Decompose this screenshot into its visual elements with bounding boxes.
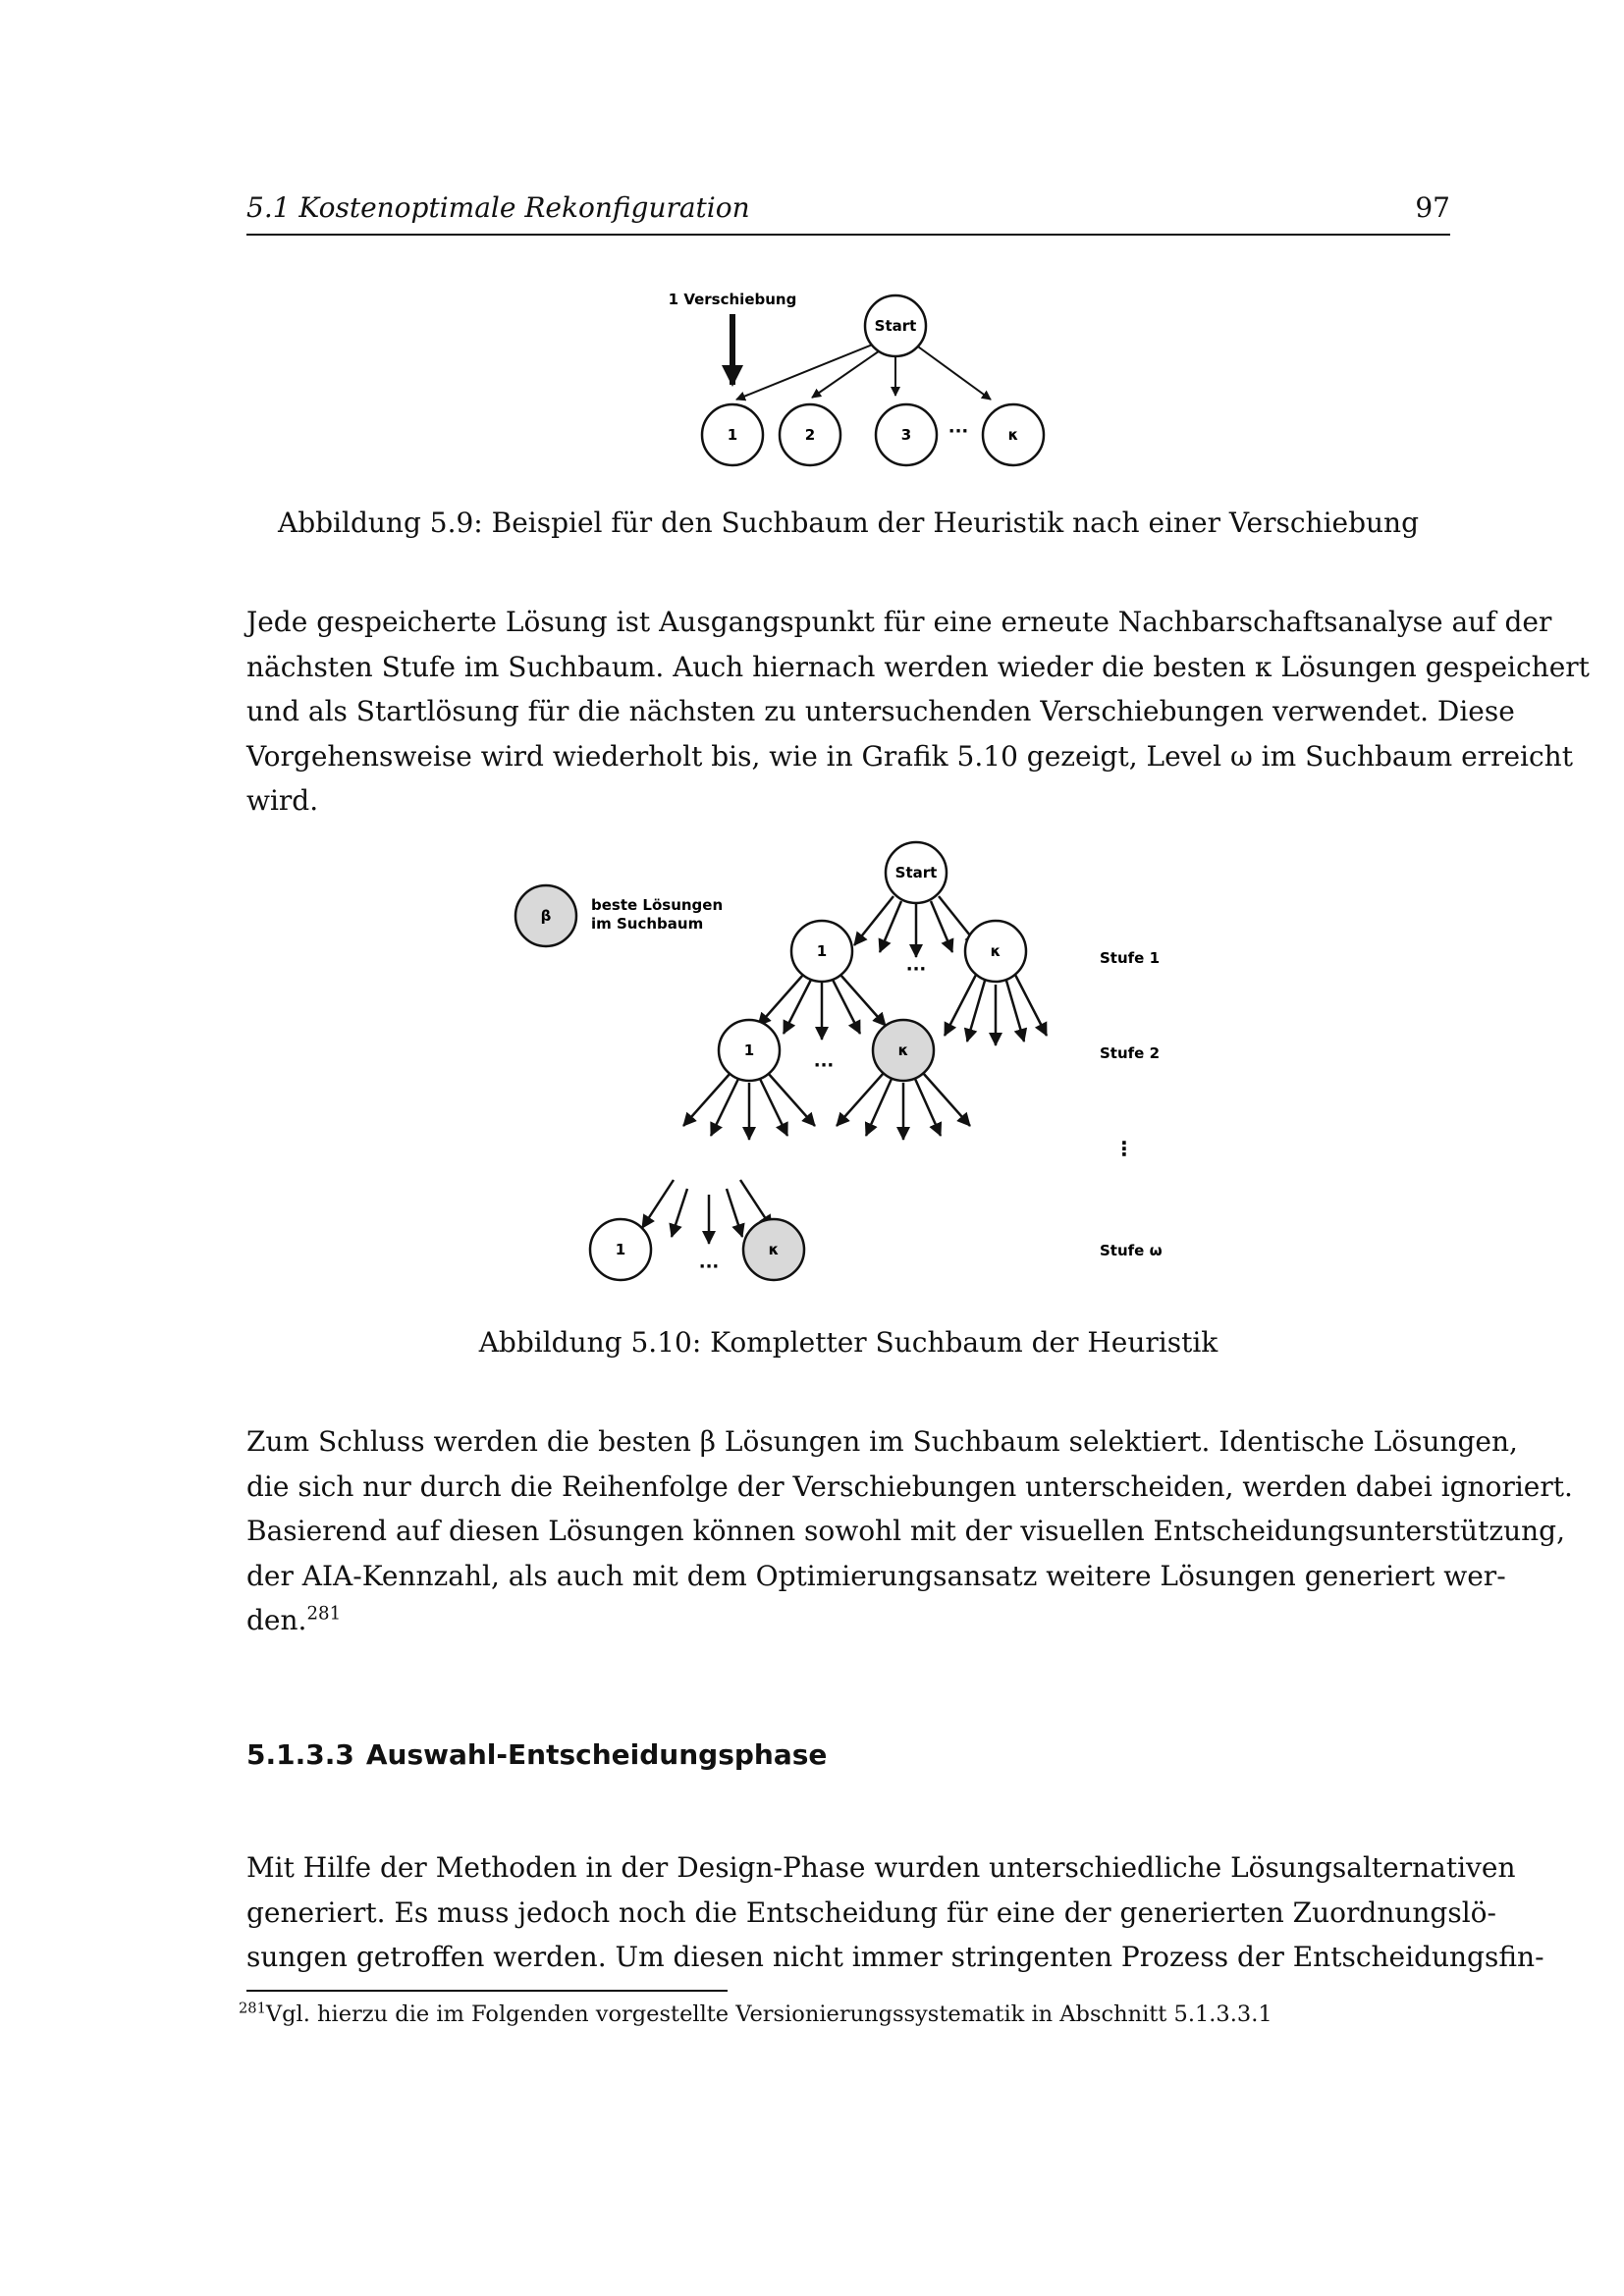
level1-node: [791, 921, 852, 982]
svg-text:κ: κ: [897, 1041, 909, 1059]
footnote-rule: [246, 1990, 728, 1992]
svg-text:Start: Start: [894, 864, 938, 881]
svg-text:1: 1: [727, 426, 738, 444]
svg-text:1: 1: [816, 942, 828, 960]
child-node: [876, 404, 937, 465]
text-line: und als Startlösung für die nächsten zu untersuchenden Verschiebungen verwendet. Diese: [246, 695, 1515, 727]
svg-text:2: 2: [804, 426, 816, 444]
text-line: der AIA-Kennzahl, als auch mit dem Optimierungsansatz weitere Lösungen generiert wer-: [246, 1559, 1506, 1592]
text-line: wird.: [246, 784, 319, 817]
level-label: Stufe ω: [1100, 1242, 1163, 1259]
tree-edge: [736, 342, 880, 400]
ellipsis: ···: [698, 1256, 720, 1277]
text-line: generiert. Es muss jedoch noch die Entscheidung für eine der generierten Zuordnungslö-: [246, 1896, 1496, 1929]
section-heading: [246, 1735, 827, 1775]
legend-text: im Suchbaum: [591, 915, 704, 933]
figure-5-9-search-tree: [628, 285, 1060, 471]
ellipsis: ···: [947, 421, 969, 442]
vertical-dots: ⋮: [1114, 1137, 1134, 1160]
svg-text:1: 1: [743, 1041, 755, 1059]
svg-text:1: 1: [615, 1241, 626, 1258]
level2-node: [719, 1020, 780, 1081]
shift-annotation: 1 Verschiebung: [668, 291, 797, 308]
paragraph: [246, 1845, 1544, 1980]
leaf-node-kappa-highlighted: [743, 1219, 804, 1280]
ellipsis: ···: [905, 959, 927, 980]
level1-node-kappa: [965, 921, 1026, 982]
page-number: 97: [1415, 191, 1450, 224]
leaf-node: [590, 1219, 651, 1280]
start-edges: [854, 896, 978, 957]
text-line: [246, 1598, 1450, 1643]
figure-5-10-complete-search-tree: [491, 839, 1198, 1330]
text-line: Vorgehensweise wird wiederholt bis, wie in Grafik 5.10 gezeigt, Level ω im Suchbaum erreicht: [246, 739, 1573, 773]
level2-kappa-edges: [837, 1073, 970, 1140]
ellipsis: ···: [813, 1055, 835, 1076]
tree-edge: [911, 342, 991, 400]
root-node: [865, 295, 926, 356]
footnote-marker: 281: [239, 2000, 266, 2017]
footnote-reference[interactable]: 281: [306, 1603, 342, 1625]
child-node: [780, 404, 840, 465]
text-line: Jede gespeicherte Lösung ist Ausgangspunkt für eine erneute Nachbarschaftsanalyse auf der: [246, 606, 1552, 638]
section-title: Auswahl-Entscheidungsphase: [365, 1738, 828, 1771]
footnote: [239, 1999, 1272, 2030]
running-title: 5.1 Kostenoptimale Rekonfiguration: [246, 191, 750, 224]
svg-text:κ: κ: [1007, 426, 1019, 444]
paragraph: [246, 600, 1590, 824]
level2-node-kappa-highlighted: [873, 1020, 934, 1081]
legend-symbol: β: [540, 907, 552, 925]
svg-text:Start: Start: [874, 317, 917, 335]
figure-5-10-caption: Abbildung 5.10: Kompletter Suchbaum der Heuristik: [478, 1326, 1218, 1359]
section-number: 5.1.3.3: [246, 1738, 354, 1771]
text-line: sungen getroffen werden. Um diesen nicht immer stringenten Prozess der Entscheidungsfin-: [246, 1941, 1544, 1973]
svg-text:κ: κ: [990, 942, 1001, 960]
footnote-text: Vgl. hierzu die im Folgenden vorgestellte Versionierungssystematik in Abschnitt 5.1.3.3.1: [265, 2002, 1272, 2027]
level1-node1-edges: [758, 975, 886, 1040]
text-line: Zum Schluss werden die besten β Lösungen im Suchbaum selektiert. Identische Lösungen,: [246, 1425, 1518, 1458]
svg-text:3: 3: [900, 426, 912, 444]
child-node: [702, 404, 763, 465]
svg-text:κ: κ: [768, 1241, 780, 1258]
root-node: [886, 842, 947, 903]
level1-kappa-edges: [945, 975, 1047, 1045]
legend: [515, 885, 723, 946]
level-label: Stufe 2: [1100, 1044, 1161, 1062]
text-line: Basierend auf diesen Lösungen können sowohl mit der visuellen Entscheidungsunterstützung,: [246, 1515, 1565, 1547]
text-line-content: den.: [246, 1604, 307, 1636]
text-line: nächsten Stufe im Suchbaum. Auch hiernach werden wieder die besten κ Lösungen gespeichert: [246, 650, 1590, 683]
running-header: [246, 188, 1450, 236]
text-line: Mit Hilfe der Methoden in der Design-Phase wurden unterschiedliche Lösungsalternativen: [246, 1851, 1516, 1884]
legend-text: beste Lösungen: [591, 896, 724, 914]
figure-5-9-caption: Abbildung 5.9: Beispiel für den Suchbaum der Heuristik nach einer Verschiebung: [277, 507, 1420, 539]
level2-node1-edges: [683, 1073, 815, 1140]
level-label: Stufe 1: [1100, 949, 1161, 967]
child-node-kappa: [983, 404, 1044, 465]
text-line: die sich nur durch die Reihenfolge der Verschiebungen unterscheiden, werden dabei ignoriert.: [246, 1469, 1573, 1503]
paragraph: [246, 1419, 1573, 1643]
